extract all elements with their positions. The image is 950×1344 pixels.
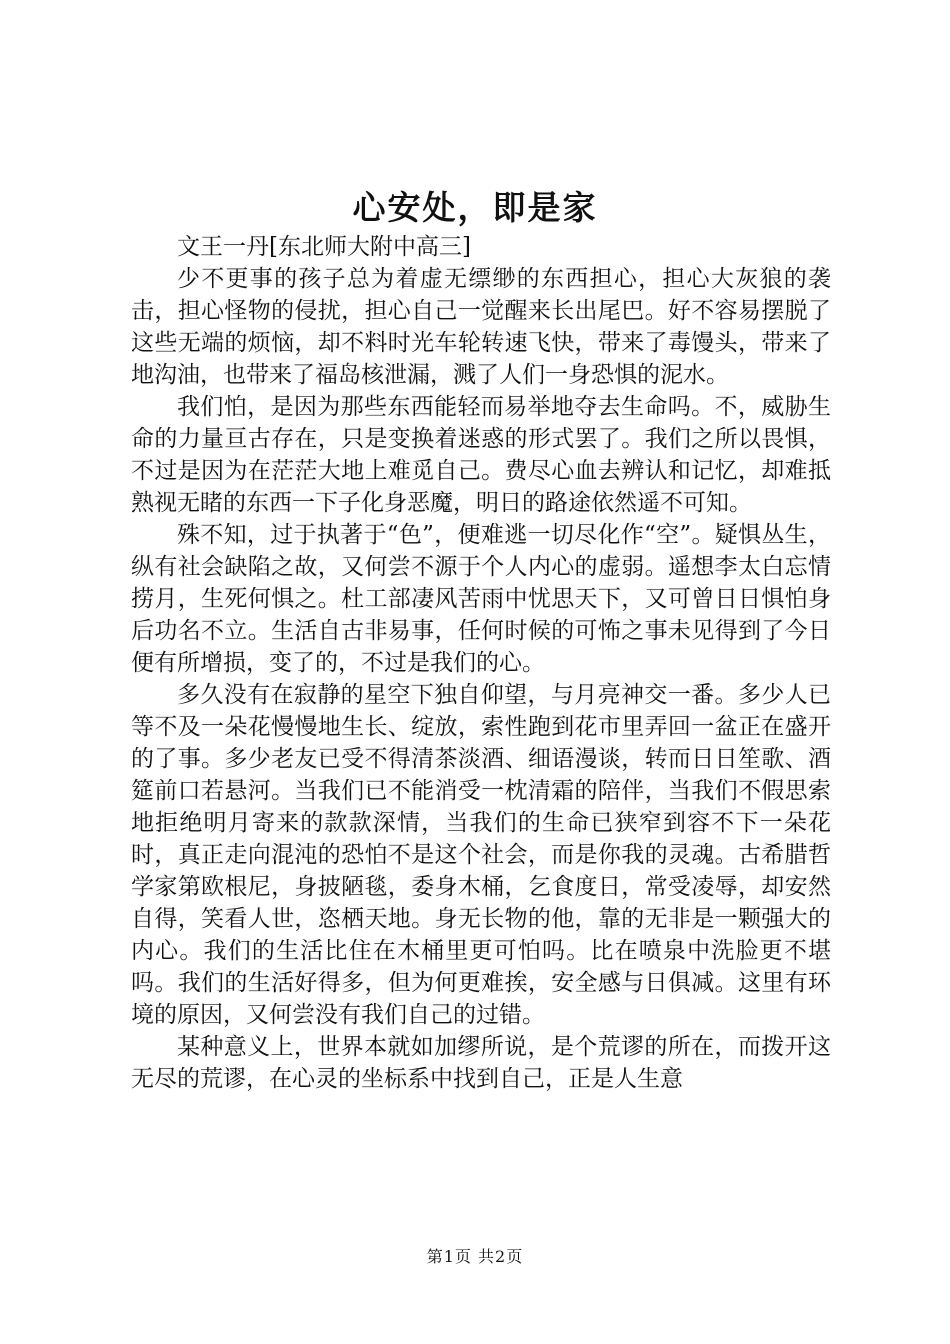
paragraph-4: 多久没有在寂静的星空下独自仰望，与月亮神交一番。多少人已等不及一朵花慢慢地生长、绽放，索性跑到花市里弄回一盆正在盛开的了事。多少老友已受不得清茶淡酒、细语漫谈，转而日日笙歌、酒筵前口若悬河。当我们已不能消受一枕清霜的陪伴，当我们不假思索地拒绝明月寄来的款款深情，当我们的生命已狭窄到容不下一朵花时，真正走向混沌的恐怕不是这个社会，而是你我的灵魂。古希腊哲学家第欧根尼，身披陋毯，委身木桶，乞食度日，常受凌辱，却安然自得，笑看人世，恣栖天地。身无长物的他，靠的无非是一颗强大的内心。我们的生活比住在木桶里更可怕吗。比在喷泉中洗脸更不堪吗。我们的生活好得多，但为何更难挨，安全感与日俱减。这里有环境的原因，又何尝没有我们自己的过错。 xyxy=(131,682,831,1028)
page-footer: 第1页 共2页 xyxy=(426,1247,524,1266)
page-title: 心安处，即是家 xyxy=(352,188,598,227)
paragraph-5: 某种意义上，世界本就如加缪所说，是个荒谬的所在，而拨开这无尽的荒谬，在心灵的坐标系中找到自己，正是人生意 xyxy=(131,1034,831,1092)
paragraph-1: 少不更事的孩子总为着虚无缥缈的东西担心，担心大灰狼的袭击，担心怪物的侵扰，担心自己一觉醒来长出尾巴。好不容易摆脱了这些无端的烦恼，却不料时光车轮转速飞快，带来了毒馒头，带来了地沟油，也带来了福岛核泄漏，溅了人们一身恐惧的泥水。 xyxy=(131,266,831,388)
paragraph-2: 我们怕，是因为那些东西能轻而易举地夺去生命吗。不，威胁生命的力量亘古存在，只是变换着迷惑的形式罢了。我们之所以畏惧，不过是因为在茫茫大地上难觅自己。费尽心血去辨认和记忆，却难抵熟视无睹的东西一下子化身恶魔，明日的路途依然遥不可知。 xyxy=(131,394,831,516)
author-line: 文王一丹[东北师大附中高三] xyxy=(177,234,471,260)
article-body xyxy=(131,231,831,1095)
paragraph-3: 殊不知，过于执著于“色”，便难逃一切尽化作“空”。疑惧丛生，纵有社会缺陷之故，又何尝不源于个人内心的虚弱。遥想李太白忘情捞月，生死何惧之。杜工部凄风苦雨中忧思天下，又可曾日日惧怕身后功名不立。生活自古非易事，任何时候的可怖之事未见得到了今日便有所增损，变了的，不过是我们的心。 xyxy=(131,522,831,676)
